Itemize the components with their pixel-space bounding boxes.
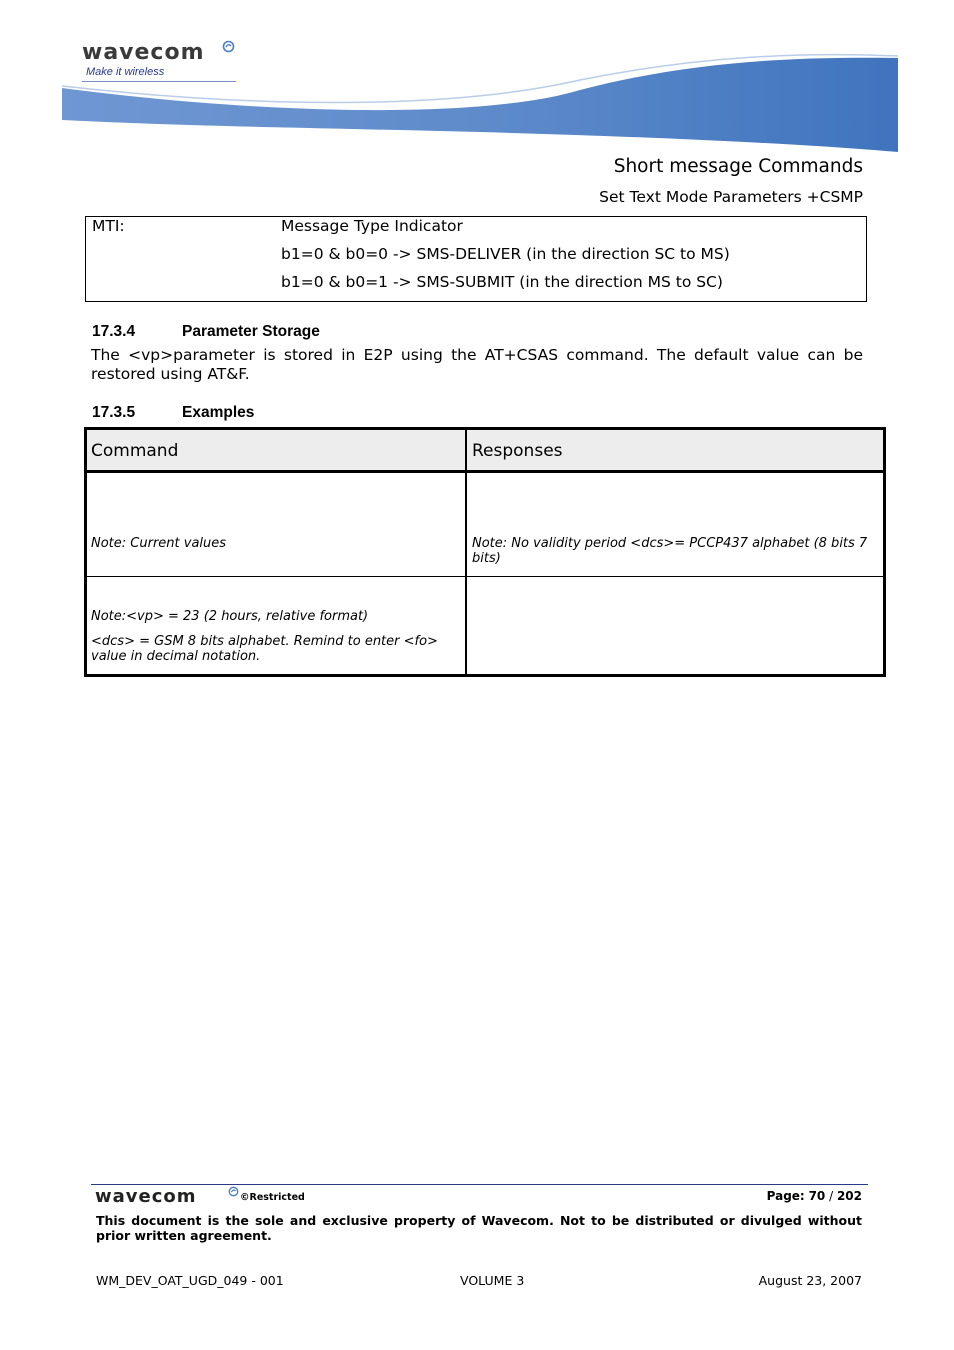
page-label: Page: xyxy=(766,1189,805,1203)
parameter-storage-text: The <vp>parameter is stored in E2P using the AT+CSAS command. The default value can be restored using AT&F. xyxy=(91,346,863,383)
footer-wavecom-logo: wavecom xyxy=(95,1186,197,1207)
heading-title: Examples xyxy=(182,404,255,421)
command-note: Note: Current values xyxy=(91,536,227,551)
footer-notice: This document is the sole and exclusive property of Wavecom. Not to be distributed or divulged without prior written agreement. xyxy=(96,1213,862,1243)
mti-line: b1=0 & b0=0 -> SMS-DELIVER (in the direction SC to MS) xyxy=(281,245,730,263)
document-reference: WM_DEV_OAT_UGD_049 - 001 xyxy=(96,1273,284,1288)
mti-line: Message Type Indicator xyxy=(281,217,463,235)
section-title: Short message Commands xyxy=(613,156,863,177)
page-number xyxy=(767,1189,862,1203)
column-header-responses: Responses xyxy=(472,441,563,461)
page-current: 70 xyxy=(808,1189,826,1203)
mti-line: b1=0 & b0=1 -> SMS-SUBMIT (in the direction MS to SC) xyxy=(281,273,723,291)
mti-label: MTI: xyxy=(92,217,125,235)
registered-mark-icon xyxy=(228,1186,239,1197)
footer-rule xyxy=(91,1184,868,1185)
heading-number: 17.3.5 xyxy=(92,404,136,421)
page-separator: / xyxy=(825,1189,837,1203)
header-swoosh-graphic xyxy=(60,50,900,154)
response-note: Note: No validity period <dcs>= PCCP437 alphabet (8 bits 7 bits) xyxy=(472,536,868,566)
heading-examples xyxy=(92,404,254,422)
table-divider xyxy=(465,430,467,674)
section-subtitle: Set Text Mode Parameters +CSMP xyxy=(599,188,863,206)
page-total: 202 xyxy=(836,1189,862,1203)
restricted-label: ©Restricted xyxy=(240,1192,305,1203)
column-header-command: Command xyxy=(91,441,179,461)
heading-title: Parameter Storage xyxy=(182,323,320,340)
heading-number: 17.3.4 xyxy=(92,323,136,340)
command-note: Note:<vp> = 23 (2 hours, relative format) xyxy=(91,609,369,624)
logo-tagline: Make it wireless xyxy=(86,66,165,78)
document-date: August 23, 2007 xyxy=(758,1273,862,1288)
heading-parameter-storage xyxy=(92,323,320,341)
table-divider xyxy=(87,470,883,473)
command-note: <dcs> = GSM 8 bits alphabet. Remind to enter <fo> value in decimal notation. xyxy=(91,634,438,664)
volume-label: VOLUME 3 xyxy=(460,1273,525,1288)
wavecom-logo: wavecom xyxy=(82,40,205,65)
table-divider xyxy=(87,576,883,577)
